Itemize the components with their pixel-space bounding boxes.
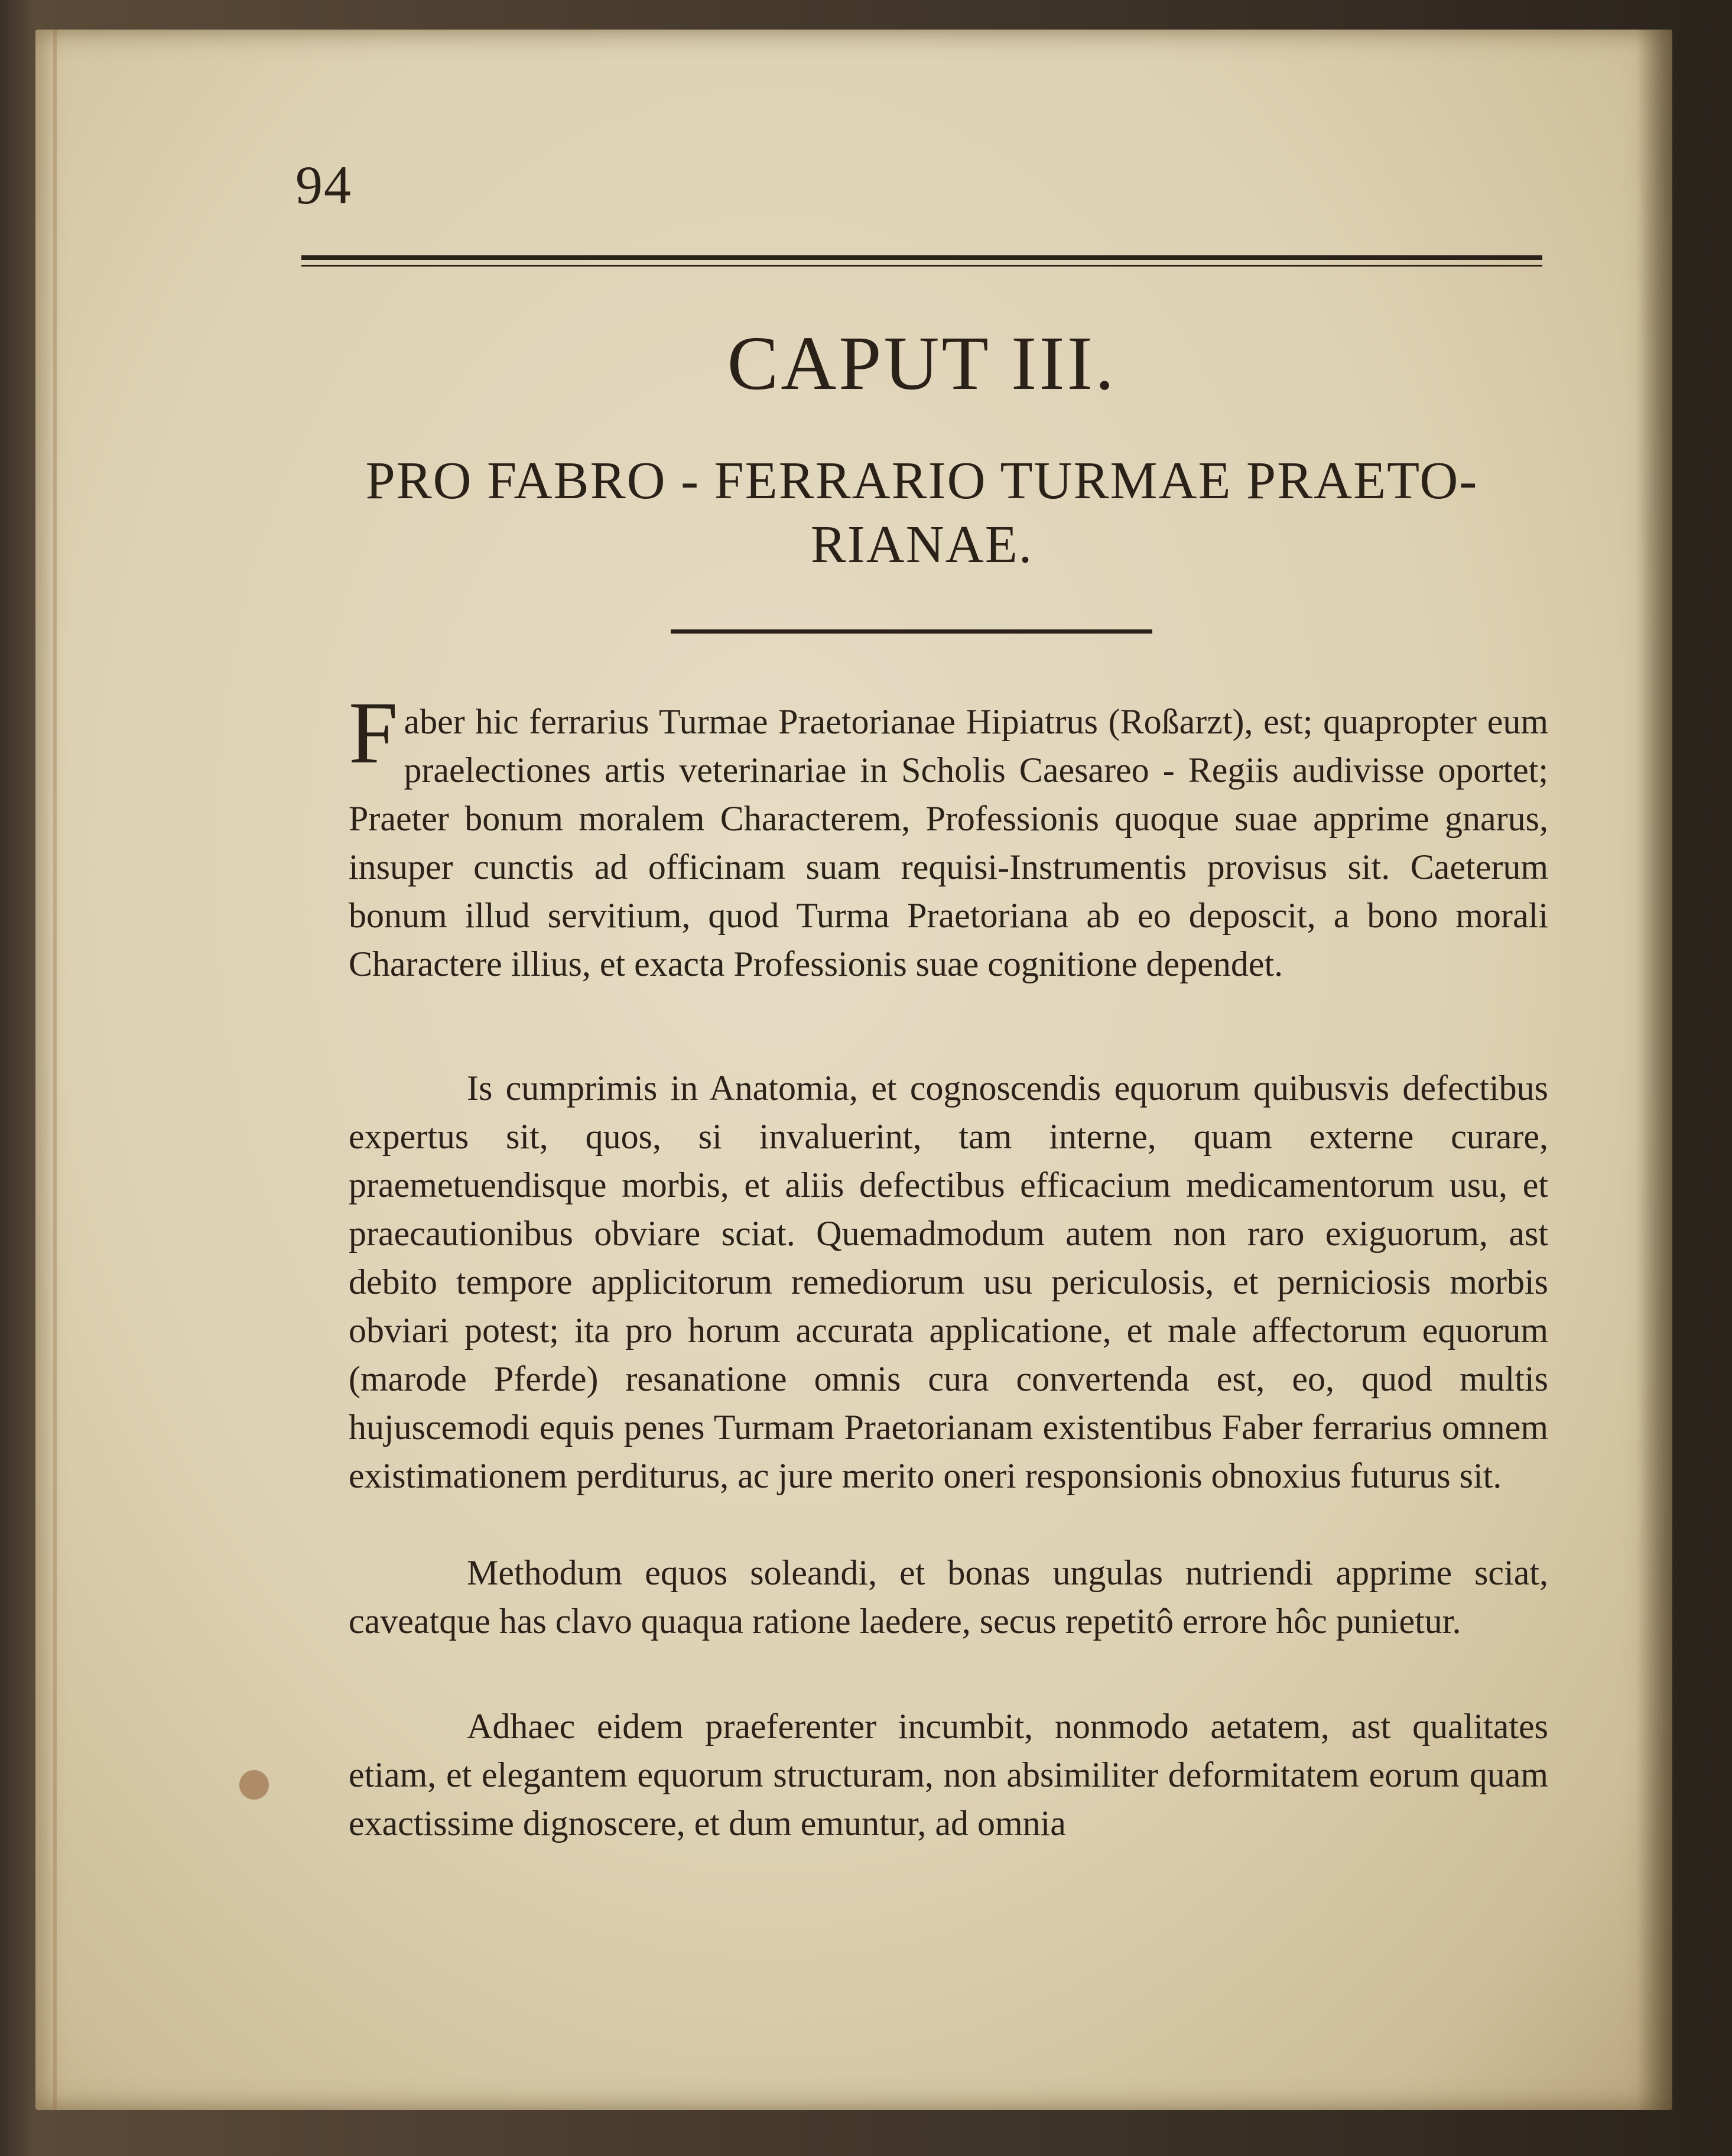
drop-cap-initial: F bbox=[349, 684, 398, 782]
paragraph-2: Is cumprimis in Anatomia, et cognoscendis equorum quibusvis defectibus expertus sit, quos, si invaluerint, tam interne, quam externe curare, praemetuendisque morbis, et aliis defectibus efficacium medicamentorum usu, et praecautionibus obviare sciat. Quemadmodum autem non raro exiguorum, ast debito tempore applicitorum remediorum usu periculosis, et perniciosis morbis obviari potest; ita pro horum accurata applicatione, et male affectorum equorum (marode Pferde) resanatione omnis cura convertenda est, eo, quod multis hujuscemodi equis penes Turmam Praetorianam existentibus Faber ferrarius omnem existimationem perditurus, ac jure merito oneri responsionis obnoxius futurus sit. bbox=[349, 1069, 1548, 1495]
paragraph-1-text: aber hic ferrarius Turmae Praetorianae Hipiatrus (Roßarzt), est; quapropter eum praelectiones artis veterinariae in Scholis Caesareo - Regiis audivisse oportet; Praeter bonum moralem Characterem, Professionis quoque suae apprime gnarus, insuper cunctis ad officinam suam requisi-Instrumentis provisus sit. Caeterum bonum illud servitium, quod Turma Praetoriana ab eo deposcit, a bono morali Charactere illius, et exacta Professionis suae cognitione dependet. bbox=[349, 702, 1548, 983]
header-rule bbox=[301, 255, 1542, 260]
paper-stain bbox=[239, 1770, 269, 1800]
page-number: 94 bbox=[295, 155, 352, 215]
paragraph-1 bbox=[349, 684, 1548, 988]
chapter-title: CAPUT III. bbox=[727, 321, 1117, 406]
section-heading bbox=[301, 449, 1542, 577]
paragraph-3: Methodum equos soleandi, et bonas ungulas nutriendi apprime sciat, caveatque has clavo quaqua ratione laedere, secus repetitô errore hôc punietur. bbox=[349, 1553, 1548, 1641]
page-gutter bbox=[53, 30, 57, 2110]
section-heading-line-2: RIANAE. bbox=[810, 515, 1034, 574]
paragraph-4: Adhaec eidem praeferenter incumbit, nonmodo aetatem, ast qualitates etiam, et elegantem equorum structuram, non absimiliter deformitatem eorum quam exactissime dignoscere, et dum emuntur, ad omnia bbox=[349, 1707, 1548, 1843]
header-rule-thin bbox=[301, 265, 1542, 267]
section-heading-line-1: PRO FABRO - FERRARIO TURMAE PRAETO- bbox=[365, 452, 1478, 510]
section-divider bbox=[671, 629, 1152, 634]
page-edge-shadow bbox=[1637, 30, 1672, 2110]
